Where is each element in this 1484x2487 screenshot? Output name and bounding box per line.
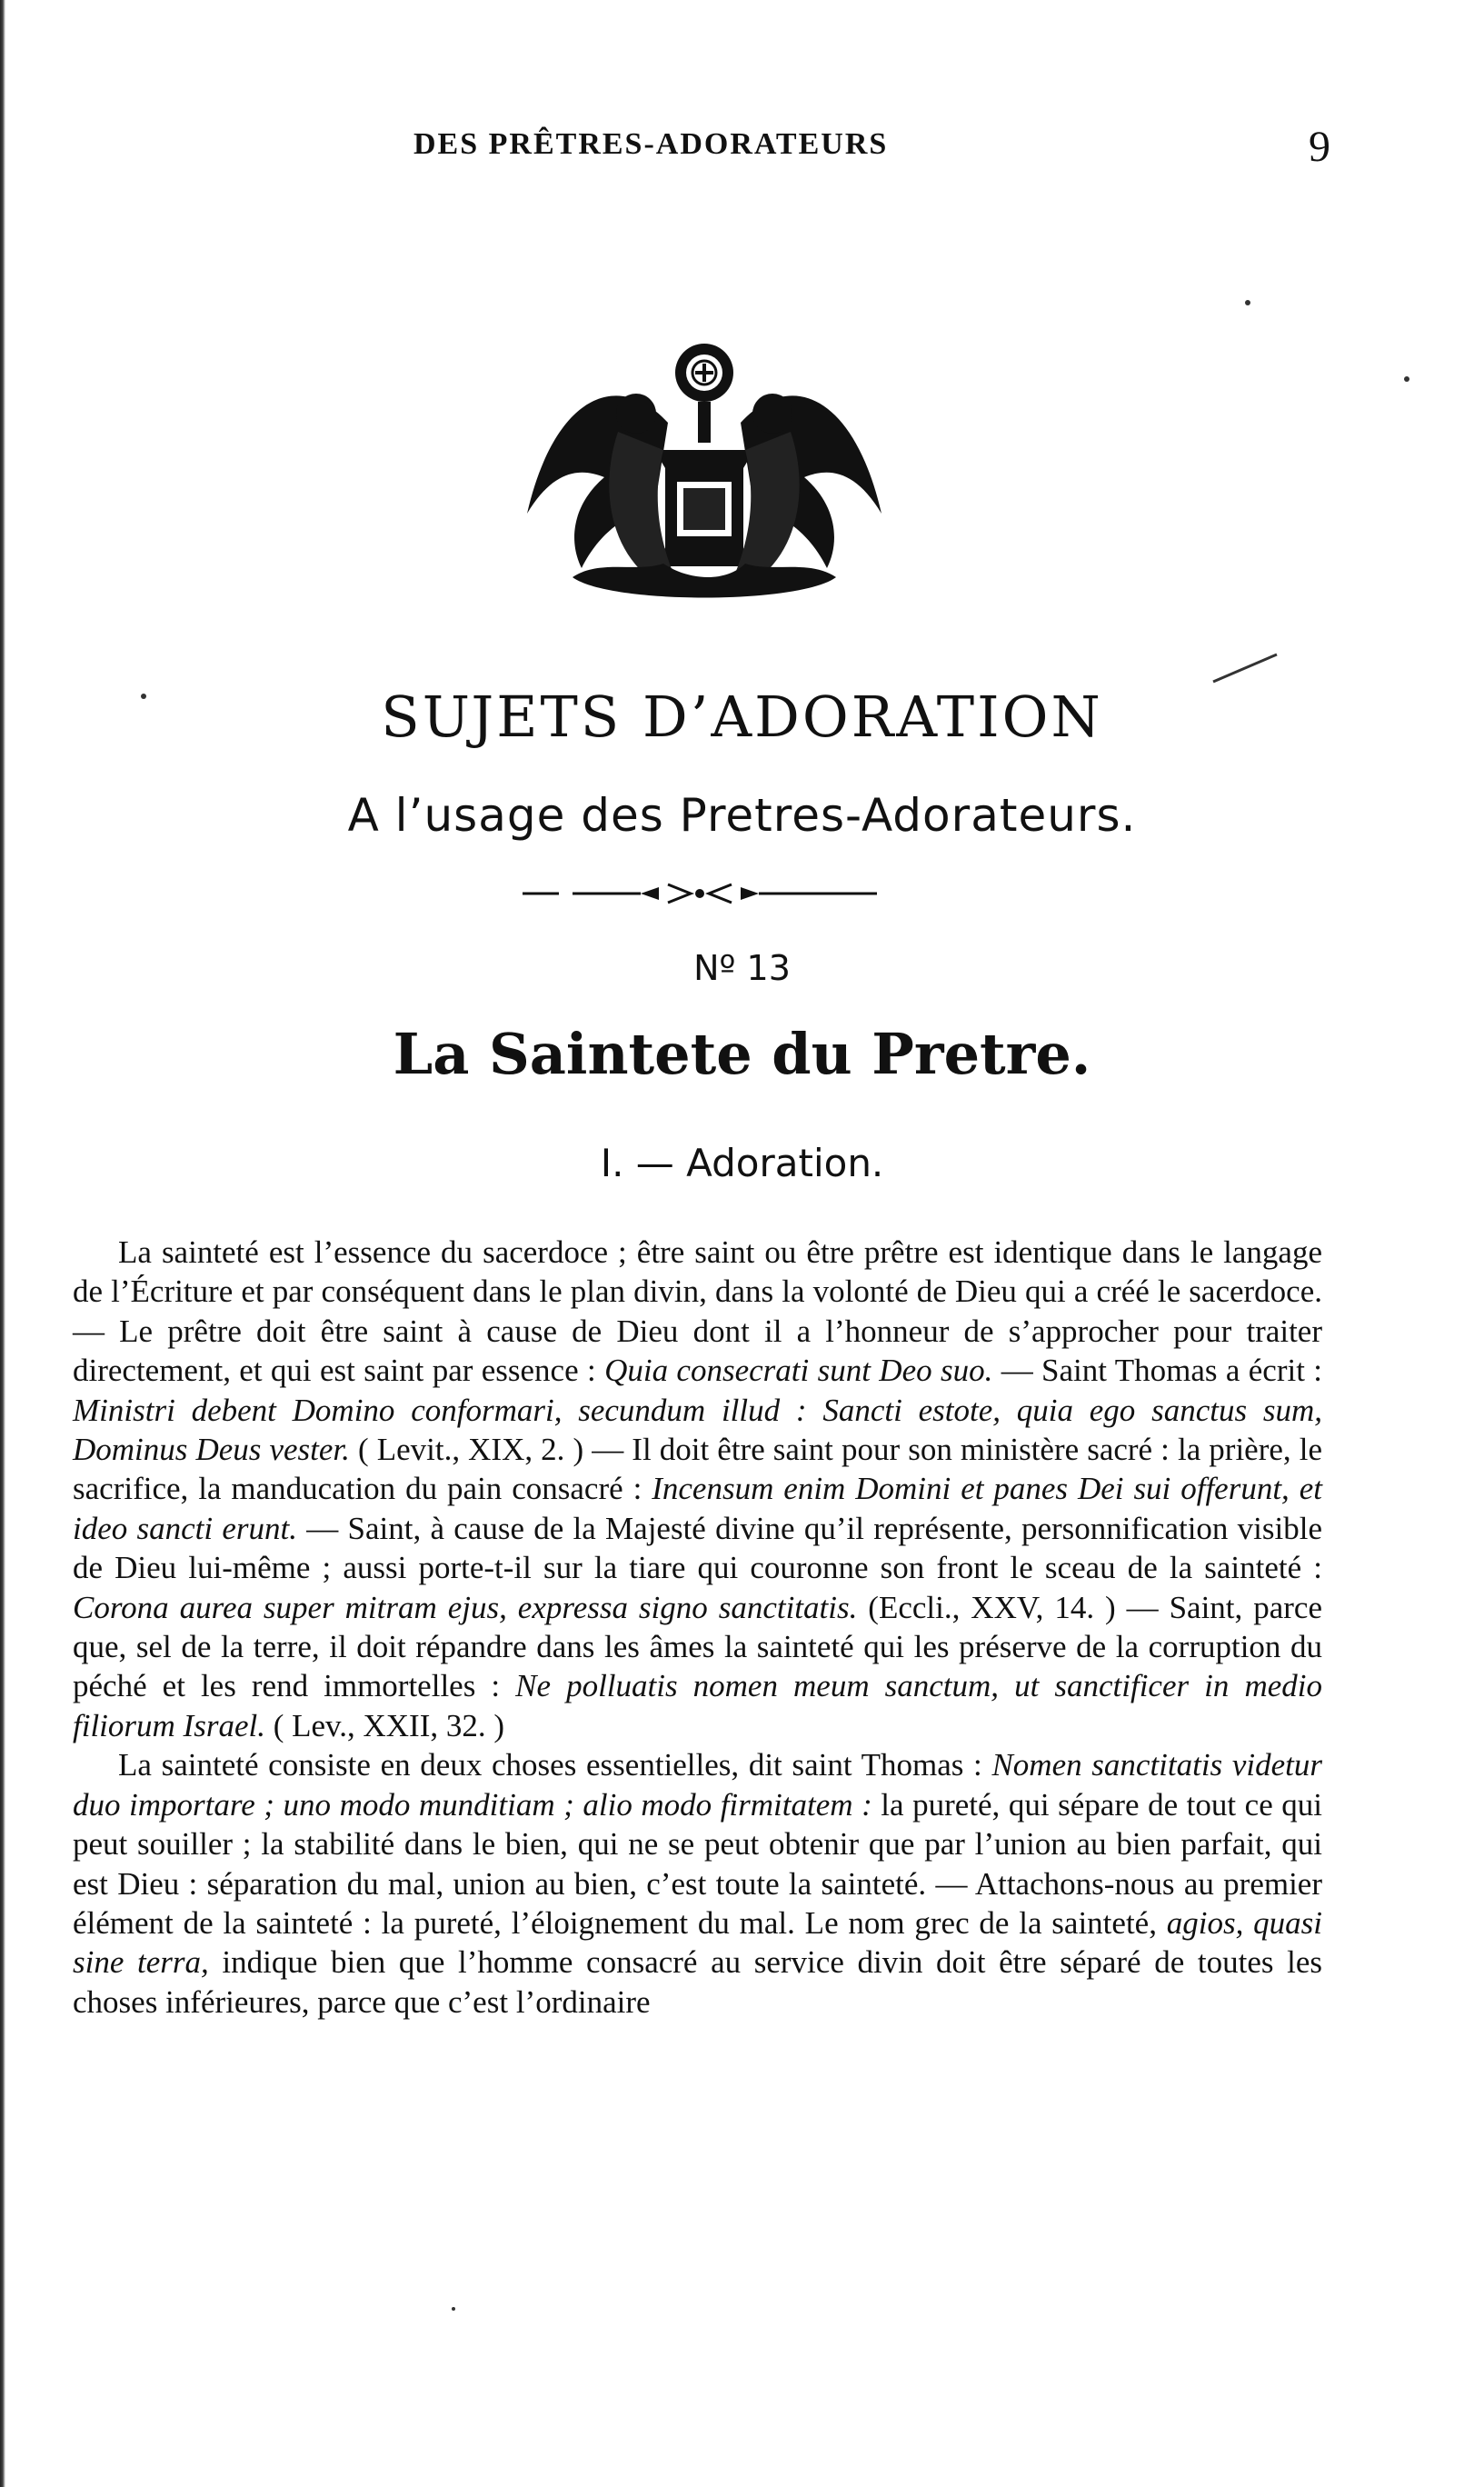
speck <box>452 2307 455 2311</box>
paragraph-text: (Eccli., XXV, 14. ) — Saint, parce que, sel de la terre, il doit répandre dans les âmes la sainteté qui les préserve de la corruption du péché et les rend immortelles : <box>73 1589 1322 1704</box>
page-edge-shadow <box>0 0 5 2487</box>
subsection-heading: I. — Adoration. <box>600 1141 884 1185</box>
stray-mark <box>1209 650 1281 686</box>
speck <box>1404 376 1409 382</box>
paragraph-text: indique bien que l’homme consacré au service divin doit être séparé de toutes les choses inférieures, parce que c’est l’ordinaire <box>73 1944 1322 2020</box>
paragraph-text: La sainteté consiste en deux choses essentielles, dit saint Thomas : <box>118 1747 992 1783</box>
speck <box>1245 300 1250 305</box>
angels-adoring-monstrance-icon <box>518 332 891 604</box>
page-number: 9 <box>1309 123 1330 171</box>
latin-quotation: Corona aurea super mitram ejus, expressa signo sanctitatis. <box>73 1589 858 1625</box>
running-title: DES PRÊTRES-ADORATEURS <box>413 127 889 161</box>
latin-quotation: Quia consecrati sunt Deo suo. <box>604 1353 993 1389</box>
latin-quotation: Ministri debent Domino conformari, secundum illud : Sancti estote, quia ego sanctus sum, Dominus Deus vester. <box>73 1392 1322 1468</box>
fleuron-divider-icon <box>523 880 877 907</box>
paragraph-text: — Saint, à cause de la Majesté divine qu’il représente, personnification visible de Dieu lui-même ; aussi porte-t-il sur la tiare qui couronne son front le sceau de la sainteté : <box>73 1510 1323 1586</box>
running-head <box>0 123 1484 182</box>
latin-quotation: Nomen sanctitatis videtur duo importare ; uno modo munditiam ; alio modo firmitatem : <box>73 1747 1322 1823</box>
paragraph-text: ( Lev., XXII, 32. ) <box>264 1707 505 1743</box>
latin-quotation: Incensum enim Domini et panes Dei sui offerunt, et ideo sancti erunt. <box>73 1471 1322 1546</box>
main-title: SUJETS D’ADORATION <box>381 684 1103 750</box>
paragraph-2 <box>73 1745 1322 2022</box>
sub-title: A l’usage des Pretres-Adorateurs. <box>347 789 1137 842</box>
subject-number: Nº 13 <box>693 948 791 988</box>
latin-quotation: Ne polluatis nomen meum sanctum, ut sanctificer in medio filiorum Israel. <box>73 1668 1322 1743</box>
paragraph-text: La sainteté est l’essence du sacerdoce ; être saint ou être prêtre est identique dans le langage de l’Écriture et par conséquent dans le plan divin, dans la volonté de Dieu qui a créé le sacerdoce. — Le prêtre doit être saint à cause de Dieu dont il a l’honneur de s’approcher pour traiter directement, et qui est saint par essence : <box>73 1234 1322 1389</box>
paragraph-1 <box>73 1233 1322 1745</box>
latin-quotation: agios, quasi sine terra, <box>73 1904 1322 1981</box>
paragraph-text: — Saint Thomas a écrit : <box>992 1353 1323 1389</box>
paragraph-text: ( Levit., XIX, 2. ) — Il doit être saint pour son ministère sacré : la prière, le sacrifice, la manducation du pain consacré : <box>73 1432 1322 1507</box>
paragraph-text: la pureté, qui sépare de tout ce qui peut souiller ; la stabilité dans le bien, qui ne se peut obtenir que par l’union au bien parfait, qui est Dieu : séparation du mal, union au bien, c’est toute la sainteté. — Attachons-nous au premier élément de la sainteté : la pureté, l’éloignement du mal. Le nom grec de la sainteté, <box>73 1786 1323 1941</box>
body-text <box>73 1233 1322 2022</box>
section-title: La Saintete du Pretre. <box>393 1021 1091 1087</box>
